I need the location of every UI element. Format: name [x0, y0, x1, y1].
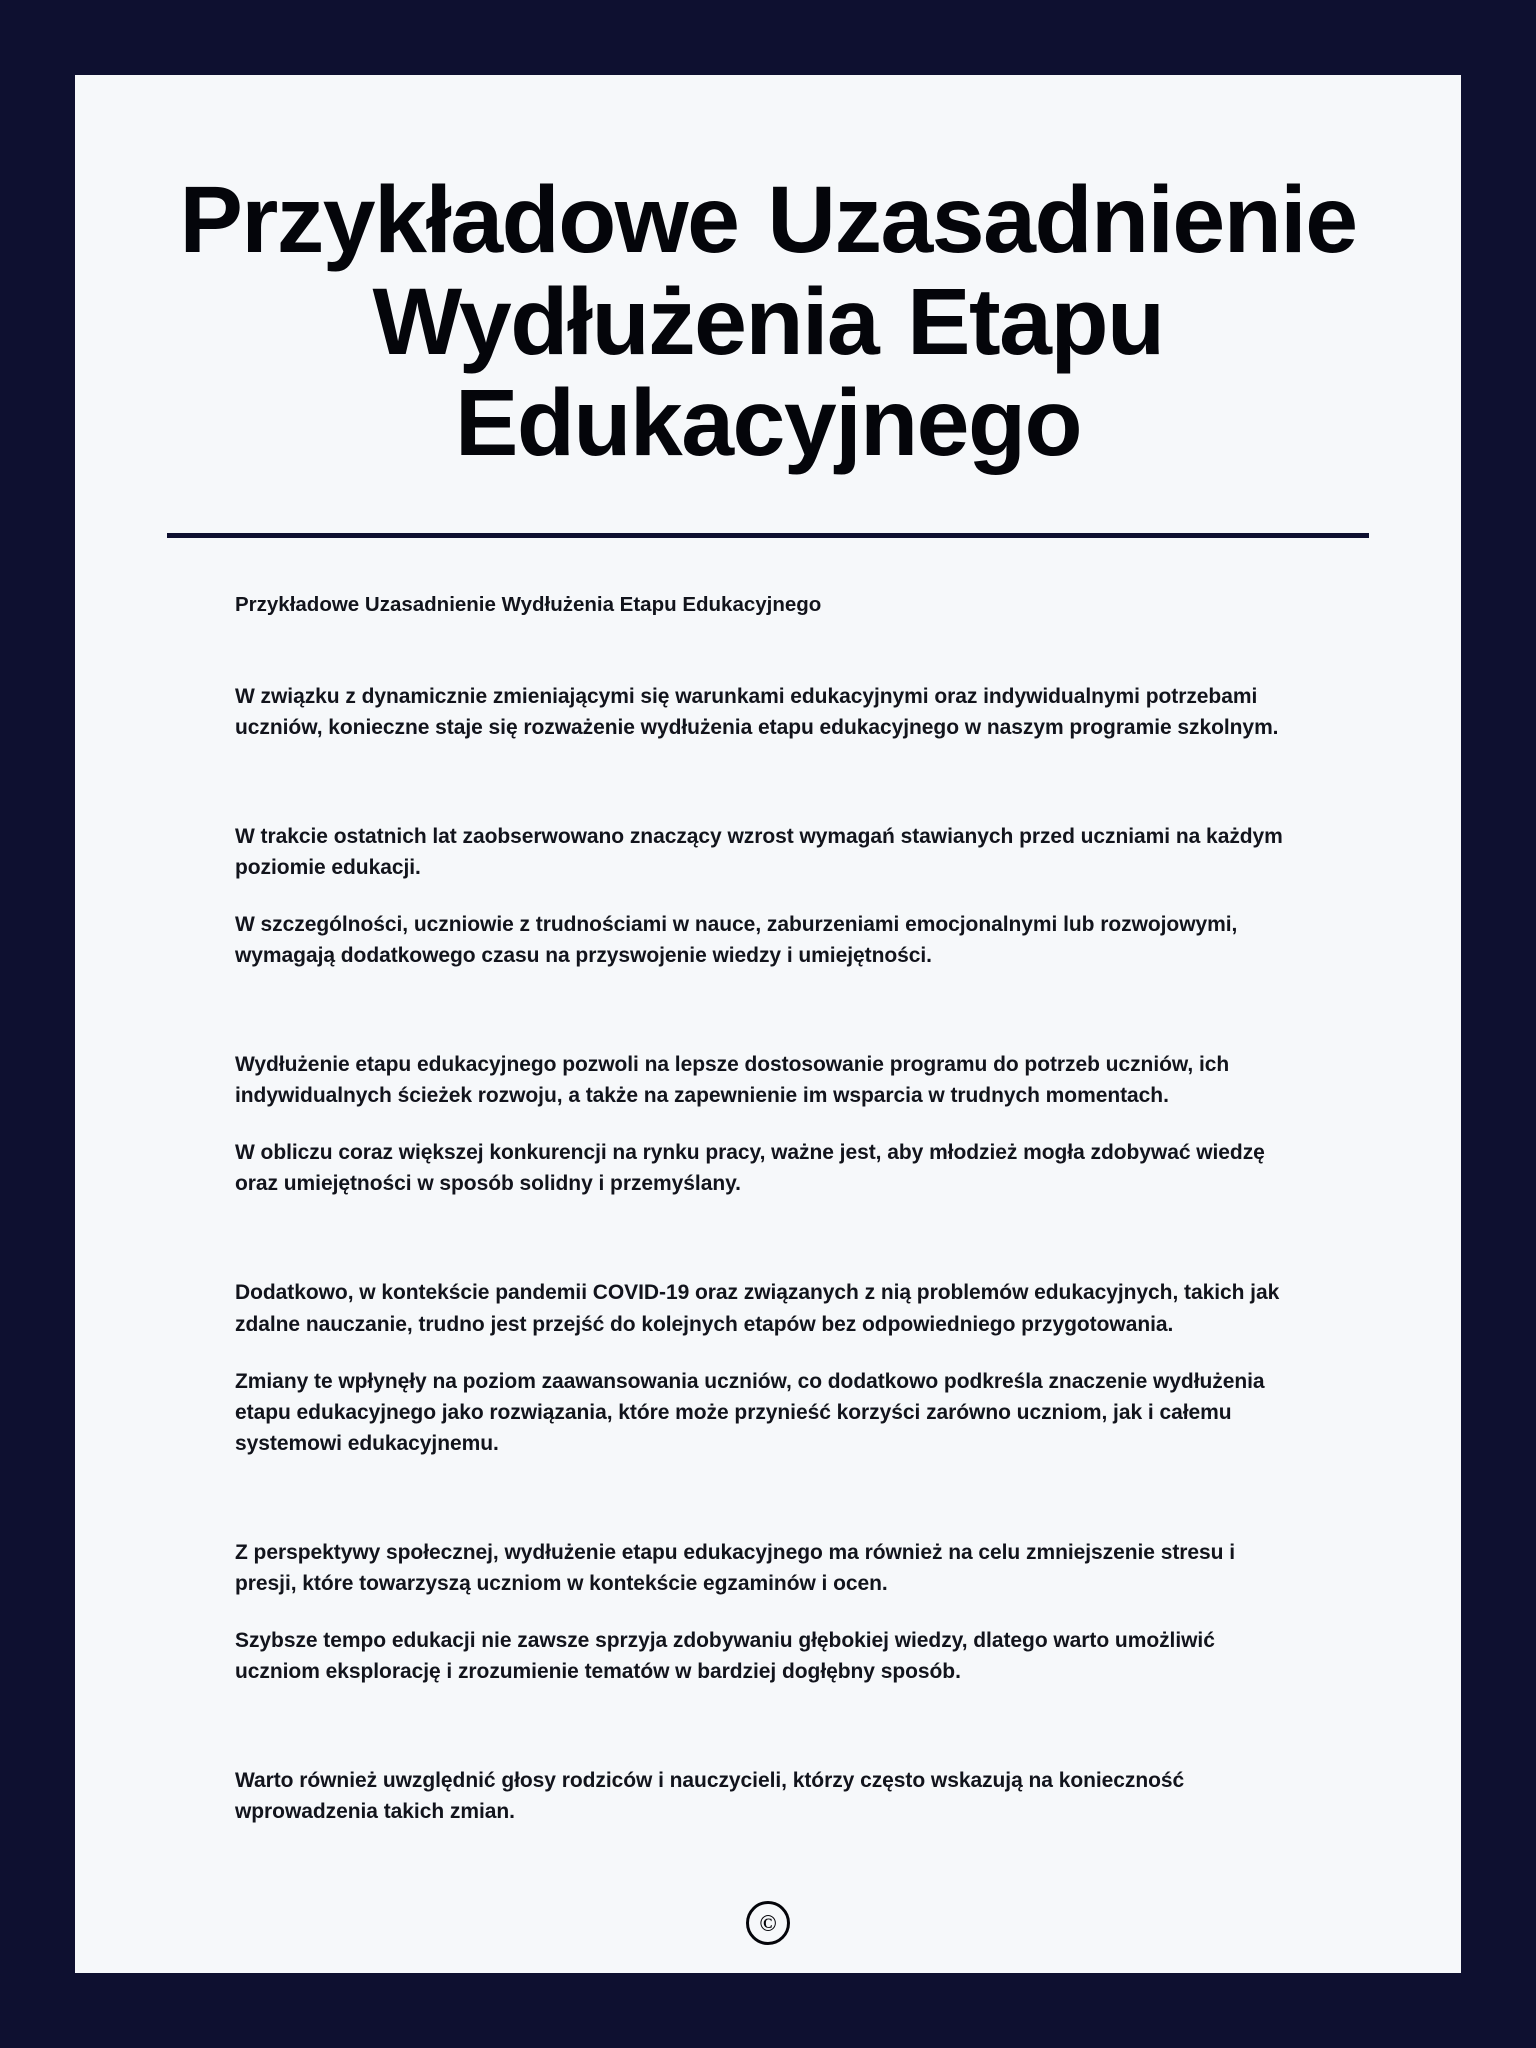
group-spacer: [235, 1015, 1301, 1049]
title-block: [75, 75, 1461, 538]
paragraph: Warto również uwzględnić głosy rodziców i nauczycieli, którzy często wskazują na konieczność wprowadzenia takich zmian.: [235, 1769, 1185, 1824]
paragraph: Z perspektywy społecznej, wydłużenie etapu edukacyjnego ma również na celu zmniejszenie stresu i presji, które towarzyszą uczniom w kontekście egzaminów i ocen.: [235, 1540, 1236, 1595]
paragraph: W szczególności, uczniowie z trudnościami w nauce, zaburzeniami emocjonalnymi lub rozwojowymi, wymagają dodatkowego czasu na przyswojenie wiedzy i umiejętności.: [235, 912, 1238, 968]
paragraph-group: [235, 821, 1301, 971]
page-title: Przykładowe Uzasadnienie Wydłużenia Etapu Edukacyjnego: [179, 167, 1357, 477]
paragraph: W trakcie ostatnich lat zaobserwowano znaczący wzrost wymagań stawianych przed uczniami na każdym poziomie edukacji.: [235, 824, 1283, 879]
lead-line: Przykładowe Uzasadnienie Wydłużenia Etapu Edukacyjnego: [235, 592, 822, 616]
paragraph-group: [235, 1277, 1301, 1458]
paragraph: W związku z dynamicznie zmieniającymi się warunkami edukacyjnymi oraz indywidualnymi potrzebami uczniów, konieczne staje się rozważenie wydłużenia etapu edukacyjnego w naszym programie szkolnym.: [235, 684, 1279, 739]
group-spacer: [235, 1503, 1301, 1537]
group-spacer: [235, 1243, 1301, 1277]
copyright-icon: ©: [746, 1901, 790, 1945]
paragraph-group: [235, 681, 1301, 743]
group-spacer: [235, 787, 1301, 821]
group-spacer: [235, 1731, 1301, 1765]
paragraph-group: [235, 1049, 1301, 1199]
paragraph-group: [235, 1537, 1301, 1687]
document-sheet: [75, 75, 1461, 1973]
document-body: [75, 538, 1461, 1871]
paragraph: Dodatkowo, w kontekście pandemii COVID-19 oraz związanych z nią problemów edukacyjnych, takich jak zdalne nauczanie, trudno jest przejść do kolejnych etapów bez odpowiedniego przygotowania.: [235, 1281, 1280, 1336]
paragraph-group: [235, 1765, 1301, 1827]
paragraph: Zmiany te wpłynęły na poziom zaawansowania uczniów, co dodatkowo podkreśla znaczenie wydłużenia etapu edukacyjnego jako rozwiązania, które może przynieść korzyści zarówno uczniom, jak i całemu systemowi edukacyjnemu.: [235, 1369, 1265, 1455]
document-footer: [75, 1871, 1461, 2000]
paragraph: W obliczu coraz większej konkurencji na rynku pracy, ważne jest, aby młodzież mogła zdobywać wiedzę oraz umiejętności w sposób solidny i przemyślany.: [235, 1141, 1265, 1196]
paragraph: Szybsze tempo edukacji nie zawsze sprzyja zdobywaniu głębokiej wiedzy, dlatego warto umożliwić uczniom eksplorację i zrozumienie tematów w bardziej dogłębny sposób.: [235, 1629, 1215, 1684]
paragraph: Wydłużenie etapu edukacyjnego pozwoli na lepsze dostosowanie programu do potrzeb uczniów, ich indywidualnych ścieżek rozwoju, a także na zapewnienie im wsparcia w trudnych momentach.: [235, 1053, 1230, 1108]
